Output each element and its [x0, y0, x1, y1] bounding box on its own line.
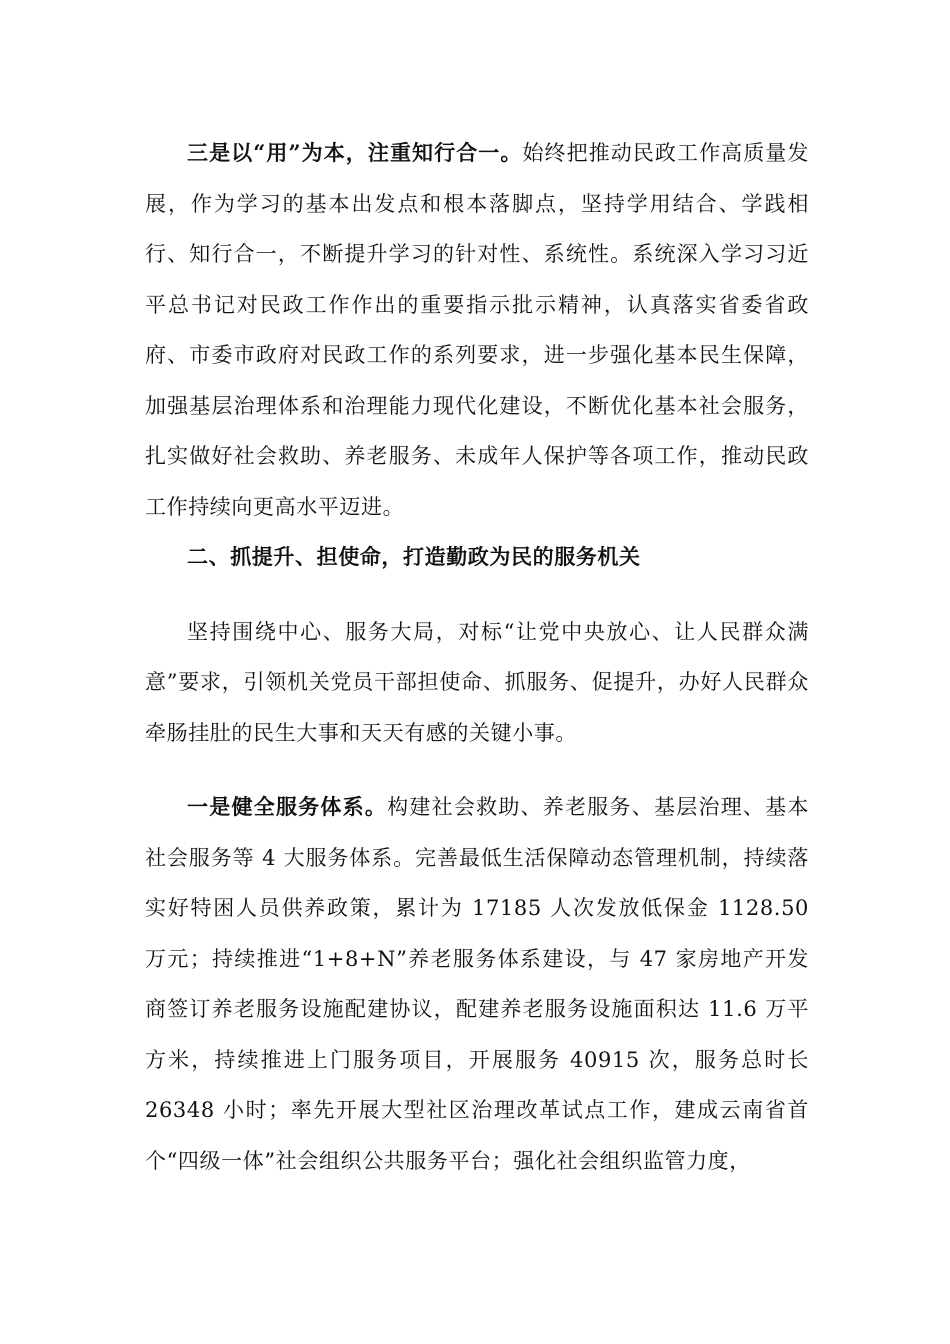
section-heading: 二、抓提升、担使命，打造勤政为民的服务机关 [187, 544, 641, 569]
paragraph-body: 坚持围绕中心、服务大局，对标“让党中央放心、让人民群众满意”要求，引领机关党员干部担使命、抓服务、促提升，办好人民群众牵肠挂肚的民生大事和天天有感的关键小事。 [145, 619, 809, 745]
paragraph-lead: 三是以“用”为本，注重知行合一。 [187, 140, 523, 165]
paragraph-study-application [145, 128, 809, 532]
paragraph-body: 始终把推动民政工作高质量发展，作为学习的基本出发点和根本落脚点，坚持学用结合、学践相行、知行合一，不断提升学习的针对性、系统性。系统深入学习习近平总书记对民政工作作出的重要指示批示精神，认真落实省委省政府、市委市政府对民政工作的系列要求，进一步强化基本民生保障，加强基层治理体系和治理能力现代化建设，不断优化基本社会服务，扎实做好社会救助、养老服务、未成年人保护等各项工作，推动民政工作持续向更高水平迈进。 [145, 141, 809, 519]
document-page [145, 128, 809, 1186]
paragraph-serve-overall [145, 607, 809, 759]
paragraph-body: 构建社会救助、养老服务、基层治理、基本社会服务等 4 大服务体系。完善最低生活保障动态管理机制，持续落实好特困人员供养政策，累计为 17185 人次发放低保金 1128.50 万元；持续推进“1+8+N”养老服务体系建设，与 47 家房地产开发商签订养老服务设施配建协议，配建养老服务设施面积达 11.6 万平方米，持续推进上门服务项目，开展服务 40915 次，服务总时长 26348 小时；率先开展大型社区治理改革试点工作，建成云南省首个“四级一体”社会组织公共服务平台；强化社会组织监管力度， [145, 795, 809, 1173]
paragraph-service-system [145, 782, 809, 1186]
paragraph-lead: 一是健全服务体系。 [187, 794, 388, 819]
